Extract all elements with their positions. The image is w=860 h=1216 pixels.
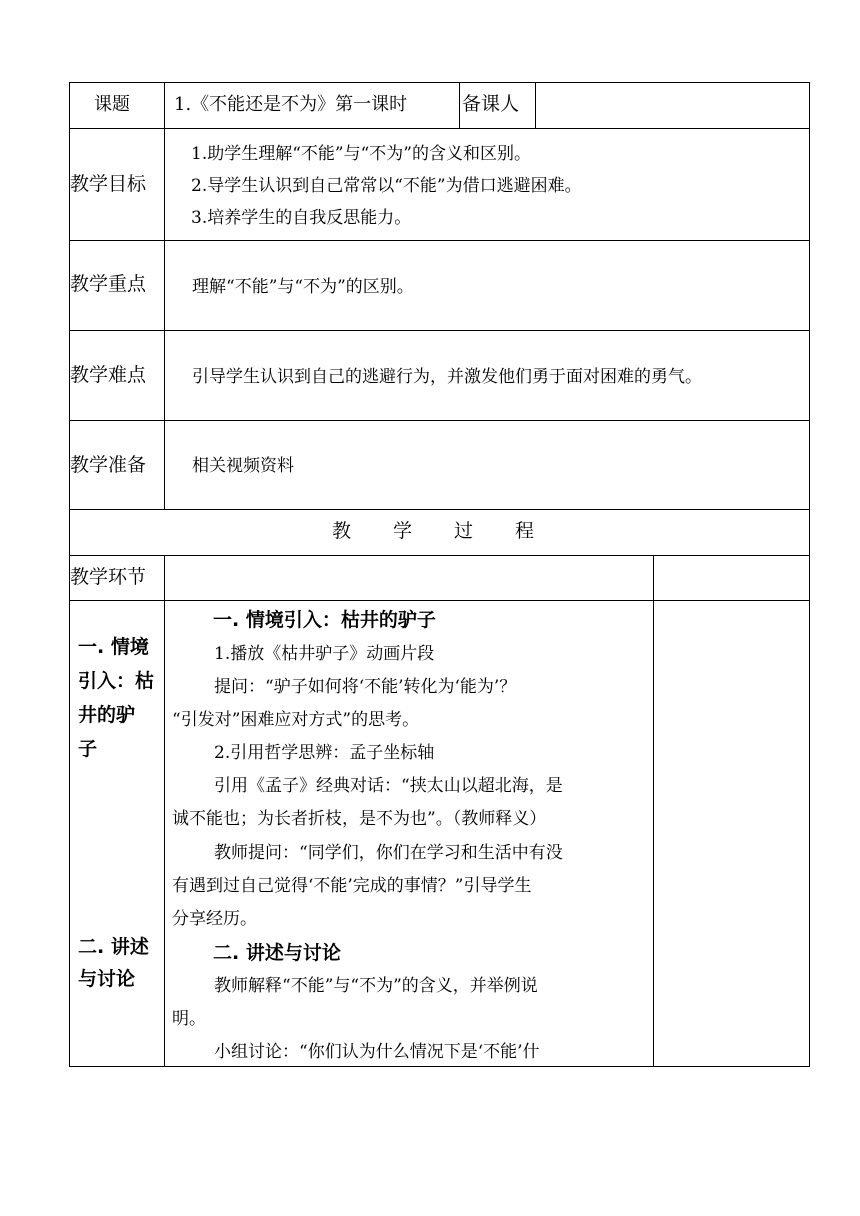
section-label: 一. 情境 [78,636,149,658]
content-line: 2.引用哲学思辨：孟子坐标轴 [214,743,435,763]
grid-line [69,240,810,241]
topic-value: 1.《不能还是不为》第一课时 [174,94,408,115]
preparer-label: 备课人 [462,93,520,115]
grid-line [69,128,810,129]
content-line: 1.播放《枯井驴子》动画片段 [214,644,435,664]
process-title-char: 过 [454,520,474,542]
grid-line [459,82,460,129]
content-line: 教师解释“不能”与“不为”的含义，并举例说 [214,976,538,996]
preparation-label: 教学准备 [70,454,147,476]
grid-line [69,509,810,510]
grid-line [69,420,810,421]
content-heading: 二. 讲述与讨论 [213,942,341,964]
section-label: 引入：枯 [78,670,155,692]
content-line: 诚不能也；为长者折枝，是不为也”。（教师释义） [172,809,547,829]
stage-label: 教学环节 [70,566,147,588]
process-title-char: 学 [393,520,413,542]
grid-line [69,1066,810,1067]
content-line: 教师提问：“同学们，你们在学习和生活中有没 [214,843,563,863]
goals-label: 教学目标 [70,173,147,195]
grid-line [69,555,810,556]
grid-line [535,82,536,129]
section-label: 二. 讲述 [78,936,149,958]
goal-item: 1.助学生理解“不能”与“不为”的含义和区别。 [191,144,531,164]
topic-label: 课题 [94,94,130,115]
content-line: 小组讨论：“你们认为什么情况下是‘不能’什 [214,1042,540,1062]
content-line: 引用《孟子》经典对话：“挟太山以超北海，是 [214,776,563,796]
content-line: 有遇到过自己觉得‘不能’完成的事情？”引导学生 [172,876,532,896]
goal-item: 3.培养学生的自我反思能力。 [191,208,412,228]
process-title-char: 程 [515,520,535,542]
content-line: “引发对”困难应对方式”的思考。 [172,710,420,730]
content-line: 提问：“驴子如何将‘不能’转化为‘能为’？ [214,677,517,697]
content-line: 分享经历。 [172,909,257,929]
grid-line [69,600,810,601]
grid-line [809,82,810,1067]
section-label: 井的驴 [78,704,136,726]
section-label: 与讨论 [78,968,136,990]
key-points-label: 教学重点 [70,273,147,295]
process-title-char: 教 [332,520,352,542]
preparation-text: 相关视频资料 [192,456,294,476]
difficulties-text: 引导学生认识到自己的逃避行为，并激发他们勇于面对困难的勇气。 [192,367,702,387]
content-line: 明。 [172,1009,206,1029]
grid-line [69,330,810,331]
section-label: 子 [78,738,98,760]
grid-line [653,555,654,1067]
content-heading: 一. 情境引入：枯井的驴子 [213,609,436,631]
grid-line [69,82,810,83]
goal-item: 2.导学生认识到自己常常以“不能”为借口逃避困难。 [191,176,582,196]
difficulties-label: 教学难点 [70,364,147,386]
grid-line [164,555,165,1067]
key-points-text: 理解“不能”与“不为”的区别。 [192,277,414,297]
grid-line [164,82,165,509]
